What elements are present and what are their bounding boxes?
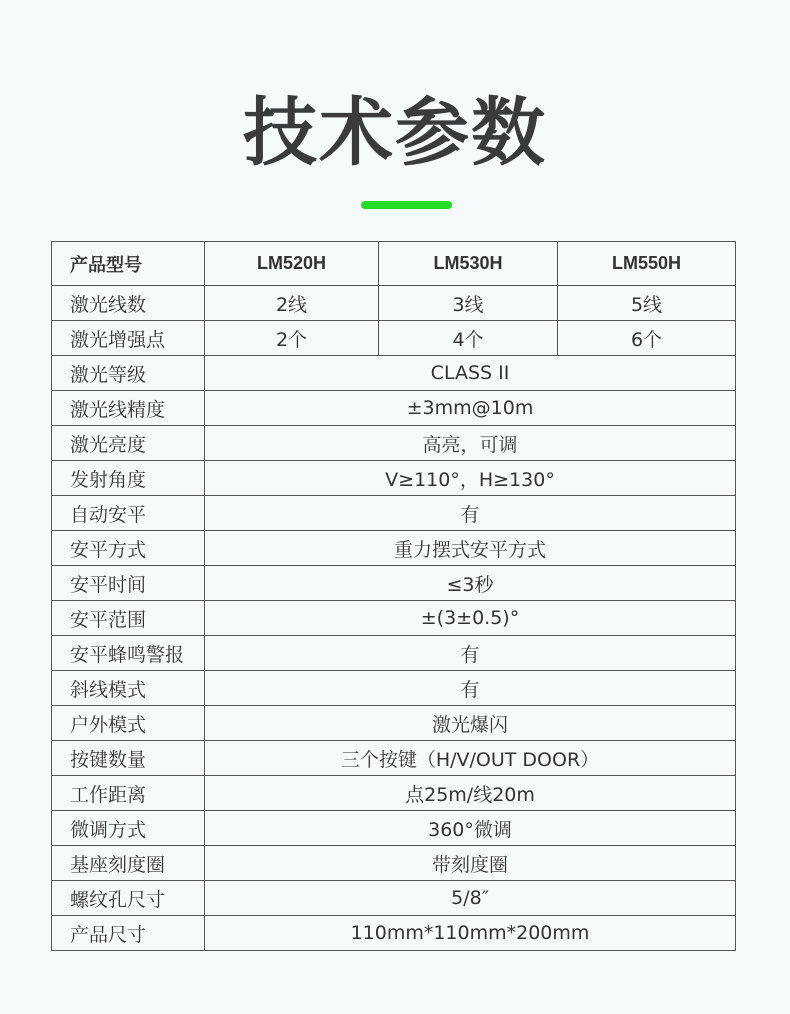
row-value: 4个 bbox=[379, 321, 558, 356]
row-value: ±3mm@10m bbox=[205, 391, 736, 426]
row-value: 有 bbox=[205, 671, 736, 706]
row-value: ≤3秒 bbox=[205, 566, 736, 601]
row-value: 三个按键（H/V/OUT DOOR） bbox=[205, 741, 736, 776]
table-row bbox=[52, 741, 736, 776]
table-row bbox=[52, 391, 736, 426]
table-row bbox=[52, 566, 736, 601]
header-cell-model: 产品型号 bbox=[52, 242, 205, 286]
row-value: V≥110°，H≥130° bbox=[205, 461, 736, 496]
row-label: 激光线数 bbox=[52, 286, 205, 321]
header-cell-lm550h: LM550H bbox=[558, 242, 736, 286]
row-value: 5/8″ bbox=[205, 881, 736, 916]
row-label: 户外模式 bbox=[52, 706, 205, 741]
table-row bbox=[52, 321, 736, 356]
table-row bbox=[52, 671, 736, 706]
row-label: 工作距离 bbox=[52, 776, 205, 811]
table-row bbox=[52, 426, 736, 461]
row-value: 重力摆式安平方式 bbox=[205, 531, 736, 566]
page-title: 技术参数 bbox=[243, 90, 547, 176]
row-label: 发射角度 bbox=[52, 461, 205, 496]
table-row bbox=[52, 461, 736, 496]
row-label: 激光亮度 bbox=[52, 426, 205, 461]
row-label: 螺纹孔尺寸 bbox=[52, 881, 205, 916]
row-label: 激光线精度 bbox=[52, 391, 205, 426]
header-cell-lm520h: LM520H bbox=[205, 242, 379, 286]
table-row bbox=[52, 776, 736, 811]
table-row bbox=[52, 881, 736, 916]
table-row bbox=[52, 811, 736, 846]
row-value: 3线 bbox=[379, 286, 558, 321]
table-row bbox=[52, 286, 736, 321]
table-row bbox=[52, 636, 736, 671]
row-value: 有 bbox=[205, 636, 736, 671]
row-label: 基座刻度圈 bbox=[52, 846, 205, 881]
row-value: 点25m/线20m bbox=[205, 776, 736, 811]
table-row bbox=[52, 496, 736, 531]
table-header-row bbox=[52, 242, 736, 286]
row-label: 安平时间 bbox=[52, 566, 205, 601]
row-value: 高亮，可调 bbox=[205, 426, 736, 461]
table-row bbox=[52, 706, 736, 741]
row-label: 安平范围 bbox=[52, 601, 205, 636]
row-value: 6个 bbox=[558, 321, 736, 356]
table-row bbox=[52, 601, 736, 636]
header-cell-lm530h: LM530H bbox=[379, 242, 558, 286]
table-row bbox=[52, 531, 736, 566]
row-value: ±(3±0.5)° bbox=[205, 601, 736, 636]
row-value: 2个 bbox=[205, 321, 379, 356]
row-value: 360°微调 bbox=[205, 811, 736, 846]
row-value: 5线 bbox=[558, 286, 736, 321]
row-label: 自动安平 bbox=[52, 496, 205, 531]
row-label: 安平蜂鸣警报 bbox=[52, 636, 205, 671]
row-value: 激光爆闪 bbox=[205, 706, 736, 741]
row-value: 带刻度圈 bbox=[205, 846, 736, 881]
table-row bbox=[52, 846, 736, 881]
row-label: 斜线模式 bbox=[52, 671, 205, 706]
row-label: 激光增强点 bbox=[52, 321, 205, 356]
row-value: 2线 bbox=[205, 286, 379, 321]
row-value: 有 bbox=[205, 496, 736, 531]
table-row bbox=[52, 356, 736, 391]
spec-table bbox=[51, 241, 736, 951]
row-label: 微调方式 bbox=[52, 811, 205, 846]
row-value: 110mm*110mm*200mm bbox=[205, 916, 736, 951]
row-value: CLASS II bbox=[205, 356, 736, 391]
table-row bbox=[52, 916, 736, 951]
title-underline bbox=[361, 201, 452, 209]
row-label: 按键数量 bbox=[52, 741, 205, 776]
row-label: 安平方式 bbox=[52, 531, 205, 566]
row-label: 激光等级 bbox=[52, 356, 205, 391]
row-label: 产品尺寸 bbox=[52, 916, 205, 951]
